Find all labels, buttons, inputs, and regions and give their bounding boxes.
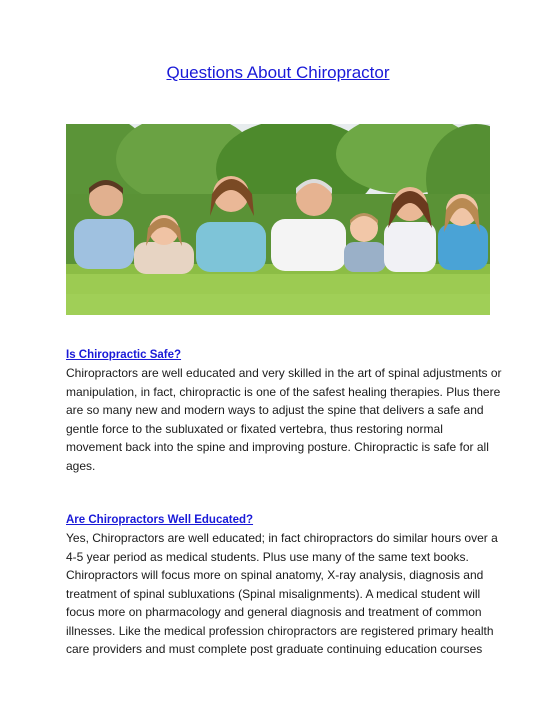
body-line: illnesses. Like the medical profession chiropractors are registered primary health	[66, 623, 494, 638]
body-line: 4-5 year period as medical students. Plus use many of the same text books.	[66, 549, 469, 564]
body-line: manipulation, in fact, chiropractic is one of the safest healing therapies. Plus there	[66, 384, 501, 399]
section-chiropractic-safe	[66, 347, 502, 475]
family-photo	[66, 124, 490, 315]
body-line: are so many new and modern ways to adjust the spine that delivers a safe and	[66, 403, 484, 417]
body-line: focus more on pharmacology and general diagnosis and treatment of common	[66, 605, 482, 619]
body-line: Chiropractors are well educated and very skilled in the art of spinal adjustments or	[66, 366, 502, 380]
page-title-link[interactable]: Questions About Chiropractor	[166, 63, 390, 82]
body-line: Yes, Chiropractors are well educated; in fact chiropractors do similar hours over a	[66, 531, 498, 545]
body-line: ages.	[66, 458, 96, 473]
section-chiropractors-educated	[66, 512, 498, 659]
body-line: care providers and must complete post graduate continuing education courses	[66, 642, 483, 656]
body-line: treatment of spinal subluxations (Spinal misalignments). A medical student will	[66, 586, 481, 601]
family-photo-illustration	[66, 124, 490, 315]
section-body	[66, 529, 498, 659]
body-line: gentle force to the subluxated or fixated vertebra, thus restoring normal	[66, 421, 443, 436]
section-body	[66, 364, 502, 475]
body-line: movement back into the spine and improving posture. Chiropractic is safe for all	[66, 440, 489, 454]
body-line: Chiropractors will focus more on spinal anatomy, X-ray analysis, diagnosis and	[66, 568, 484, 582]
section-heading-link[interactable]: Are Chiropractors Well Educated?	[66, 514, 254, 526]
section-heading-link[interactable]: Is Chiropractic Safe?	[66, 349, 182, 361]
